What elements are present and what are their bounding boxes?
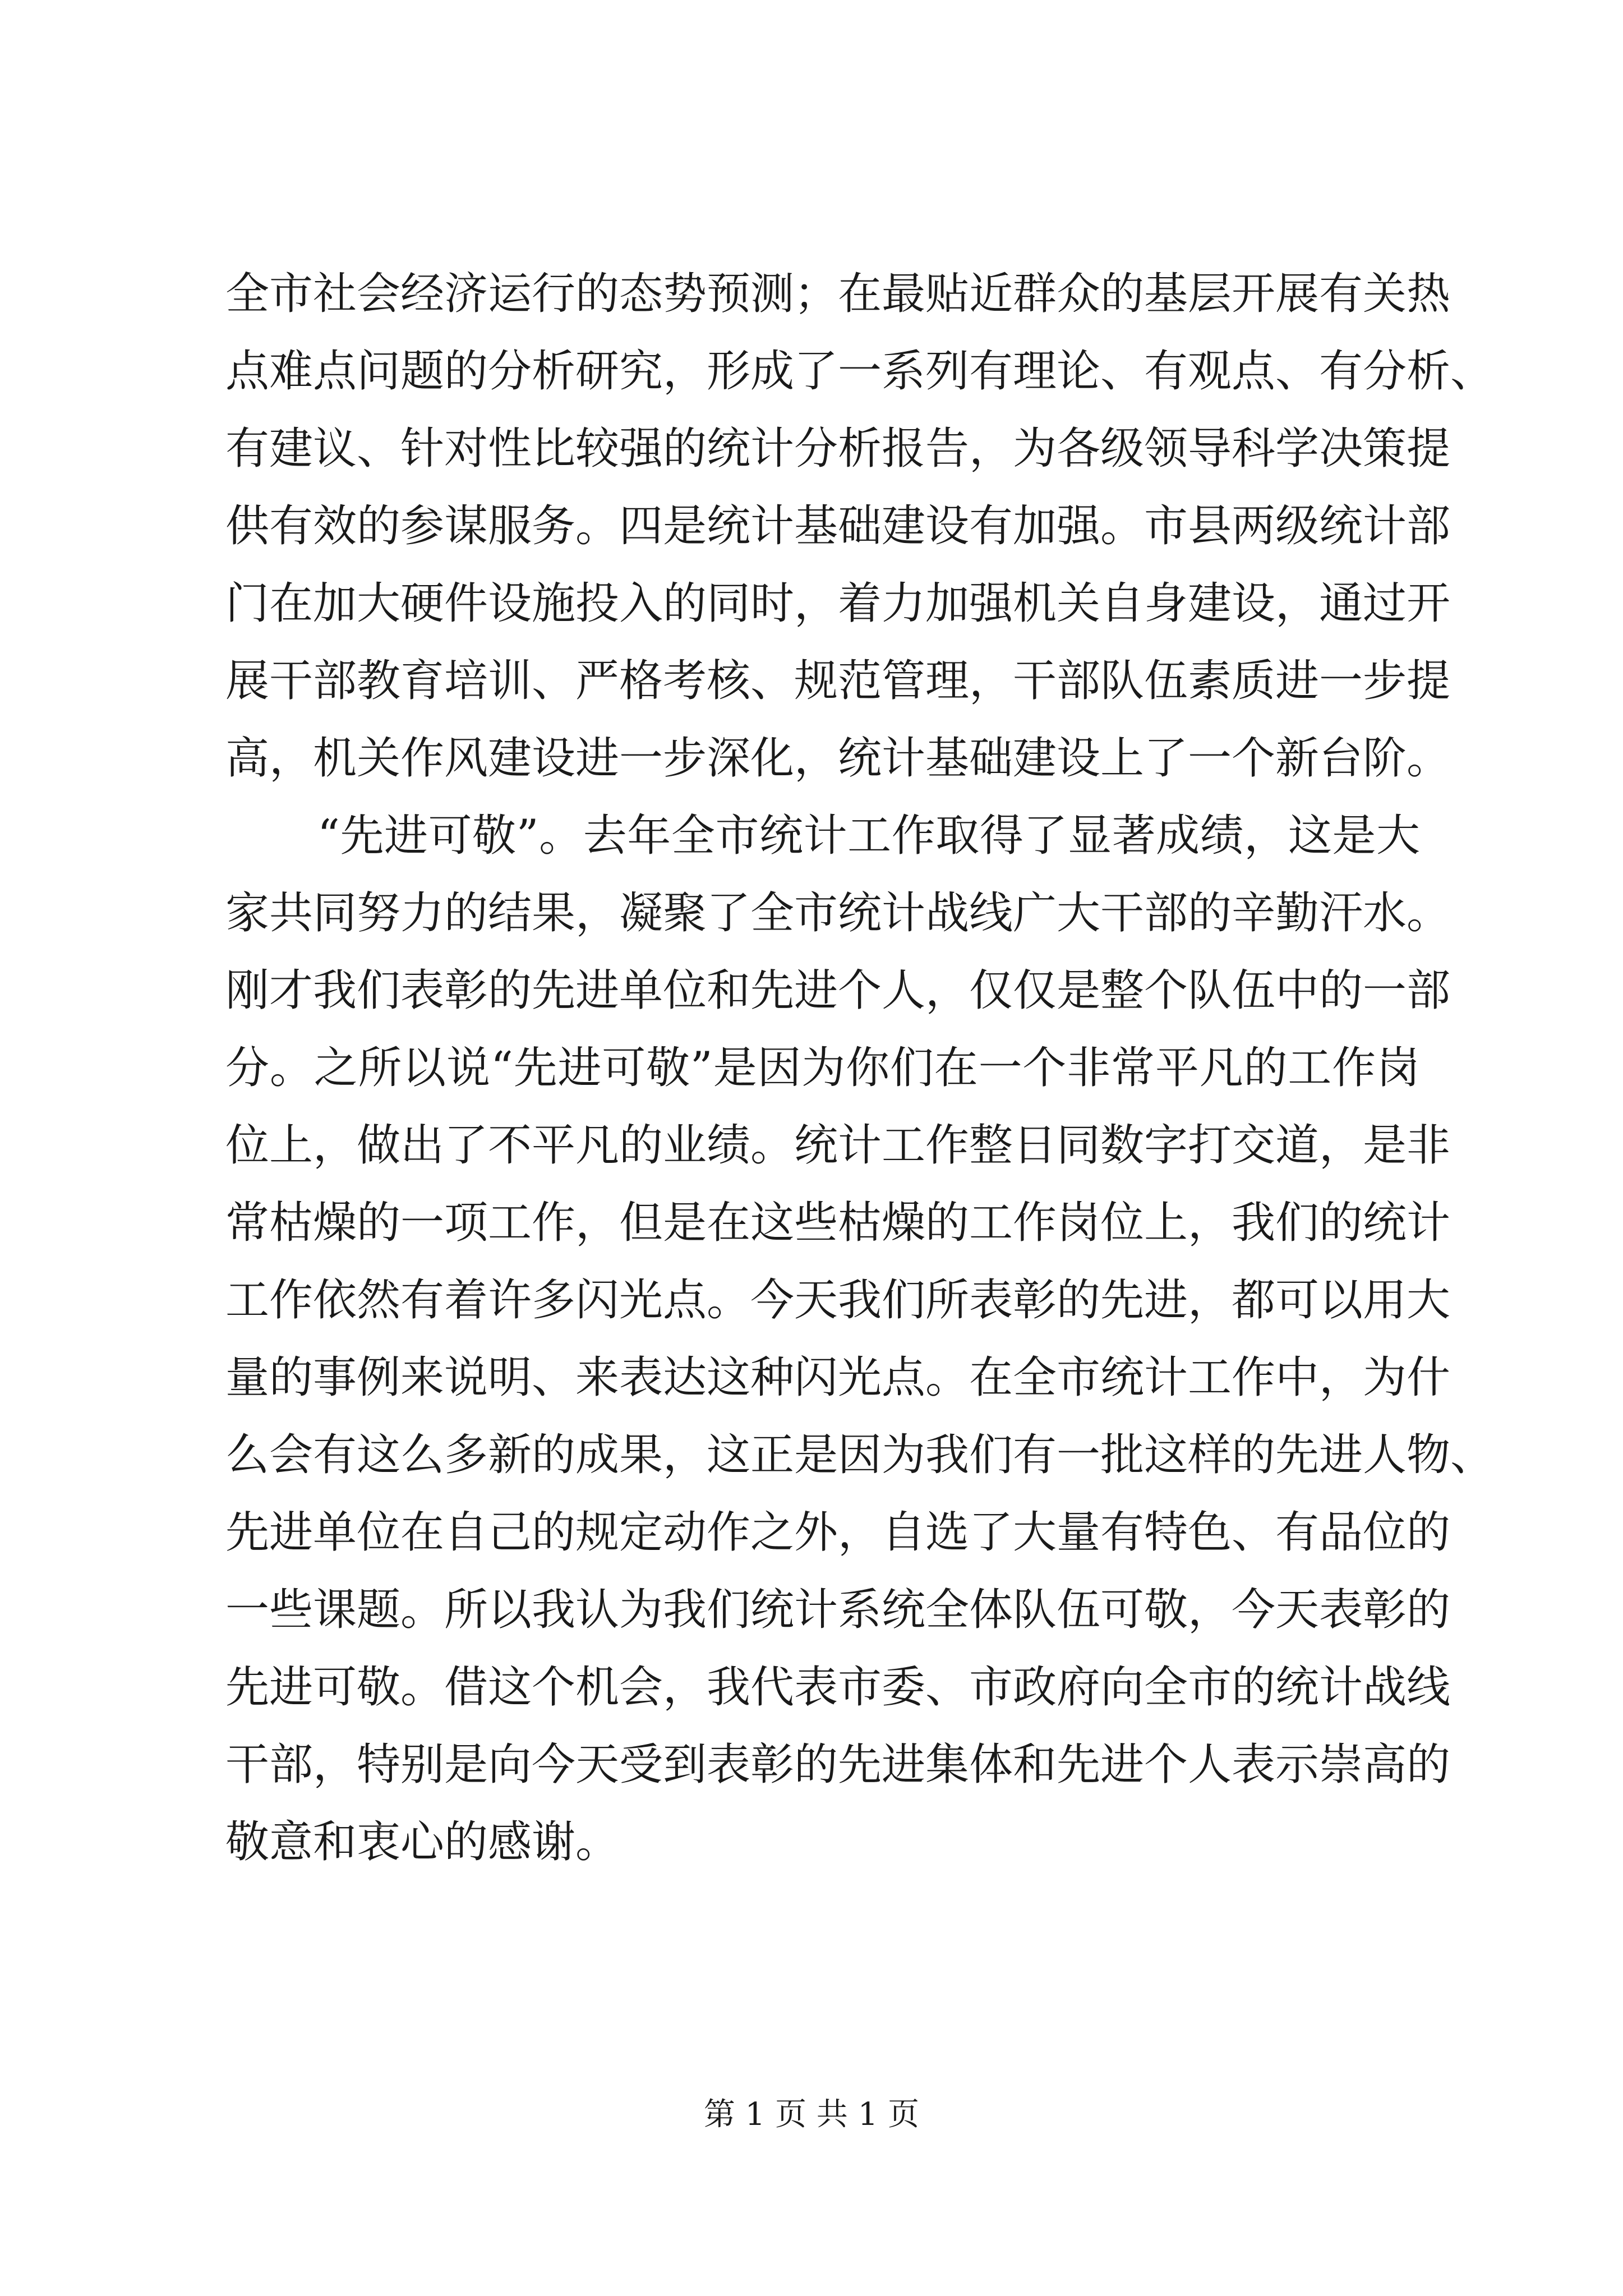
page-number: 第 1 页 共 1 页 (703, 2096, 920, 2133)
text-line: 展干部教育培训、严格考核、规范管理，干部队伍素质进一步提 (225, 656, 1451, 706)
text-line: 有建议、针对性比较强的统计分析报告，为各级领导科学决策提 (225, 424, 1451, 474)
text-line: 干部，特别是向今天受到表彰的先进集体和先进个人表示崇高的 (225, 1740, 1451, 1790)
text-line: 敬意和衷心的感谢。 (225, 1817, 620, 1867)
text-line: “先进可敬”。去年全市统计工作取得了显著成绩，这是大 (317, 811, 1420, 861)
text-line: 量的事例来说明、来表达这种闪光点。在全市统计工作中，为什 (225, 1352, 1451, 1403)
text-line: 先进可敬。借这个机会，我代表市委、市政府向全市的统计战线 (225, 1662, 1451, 1713)
paragraph-2 (225, 797, 1495, 1881)
paragraph-1 (225, 255, 1495, 797)
text-line: 先进单位在自己的规定动作之外，自选了大量有特色、有品位的 (225, 1507, 1451, 1558)
text-line: 一些课题。所以我认为我们统计系统全体队伍可敬，今天表彰的 (225, 1585, 1451, 1635)
text-line: 全市社会经济运行的态势预测；在最贴近群众的基层开展有关热 (225, 269, 1451, 319)
text-line: 高，机关作风建设进一步深化，统计基础建设上了一个新台阶。 (225, 733, 1451, 784)
text-line: 供有效的参谋服务。四是统计基础建设有加强。市县两级统计部 (225, 501, 1451, 551)
text-line: 分。之所以说“先进可敬”是因为你们在一个非常平凡的工作岗 (225, 1043, 1420, 1093)
body-text (225, 255, 1495, 1881)
text-line: 刚才我们表彰的先进单位和先进个人，仅仅是整个队伍中的一部 (225, 965, 1451, 1016)
text-line: 工作依然有着许多闪光点。今天我们所表彰的先进，都可以用大 (225, 1275, 1451, 1326)
text-line: 常枯燥的一项工作，但是在这些枯燥的工作岗位上，我们的统计 (225, 1198, 1451, 1248)
text-line: 家共同努力的结果，凝聚了全市统计战线广大干部的辛勤汗水。 (225, 888, 1451, 938)
text-line: 位上，做出了不平凡的业绩。统计工作整日同数字打交道，是非 (225, 1120, 1451, 1171)
text-line: 门在加大硬件设施投入的同时，着力加强机关自身建设，通过开 (225, 578, 1451, 629)
page-footer (0, 2095, 1623, 2134)
text-line: 点难点问题的分析研究，形成了一系列有理论、有观点、有分析、 (225, 346, 1495, 397)
text-line: 么会有这么多新的成果，这正是因为我们有一批这样的先进人物、 (225, 1430, 1495, 1480)
